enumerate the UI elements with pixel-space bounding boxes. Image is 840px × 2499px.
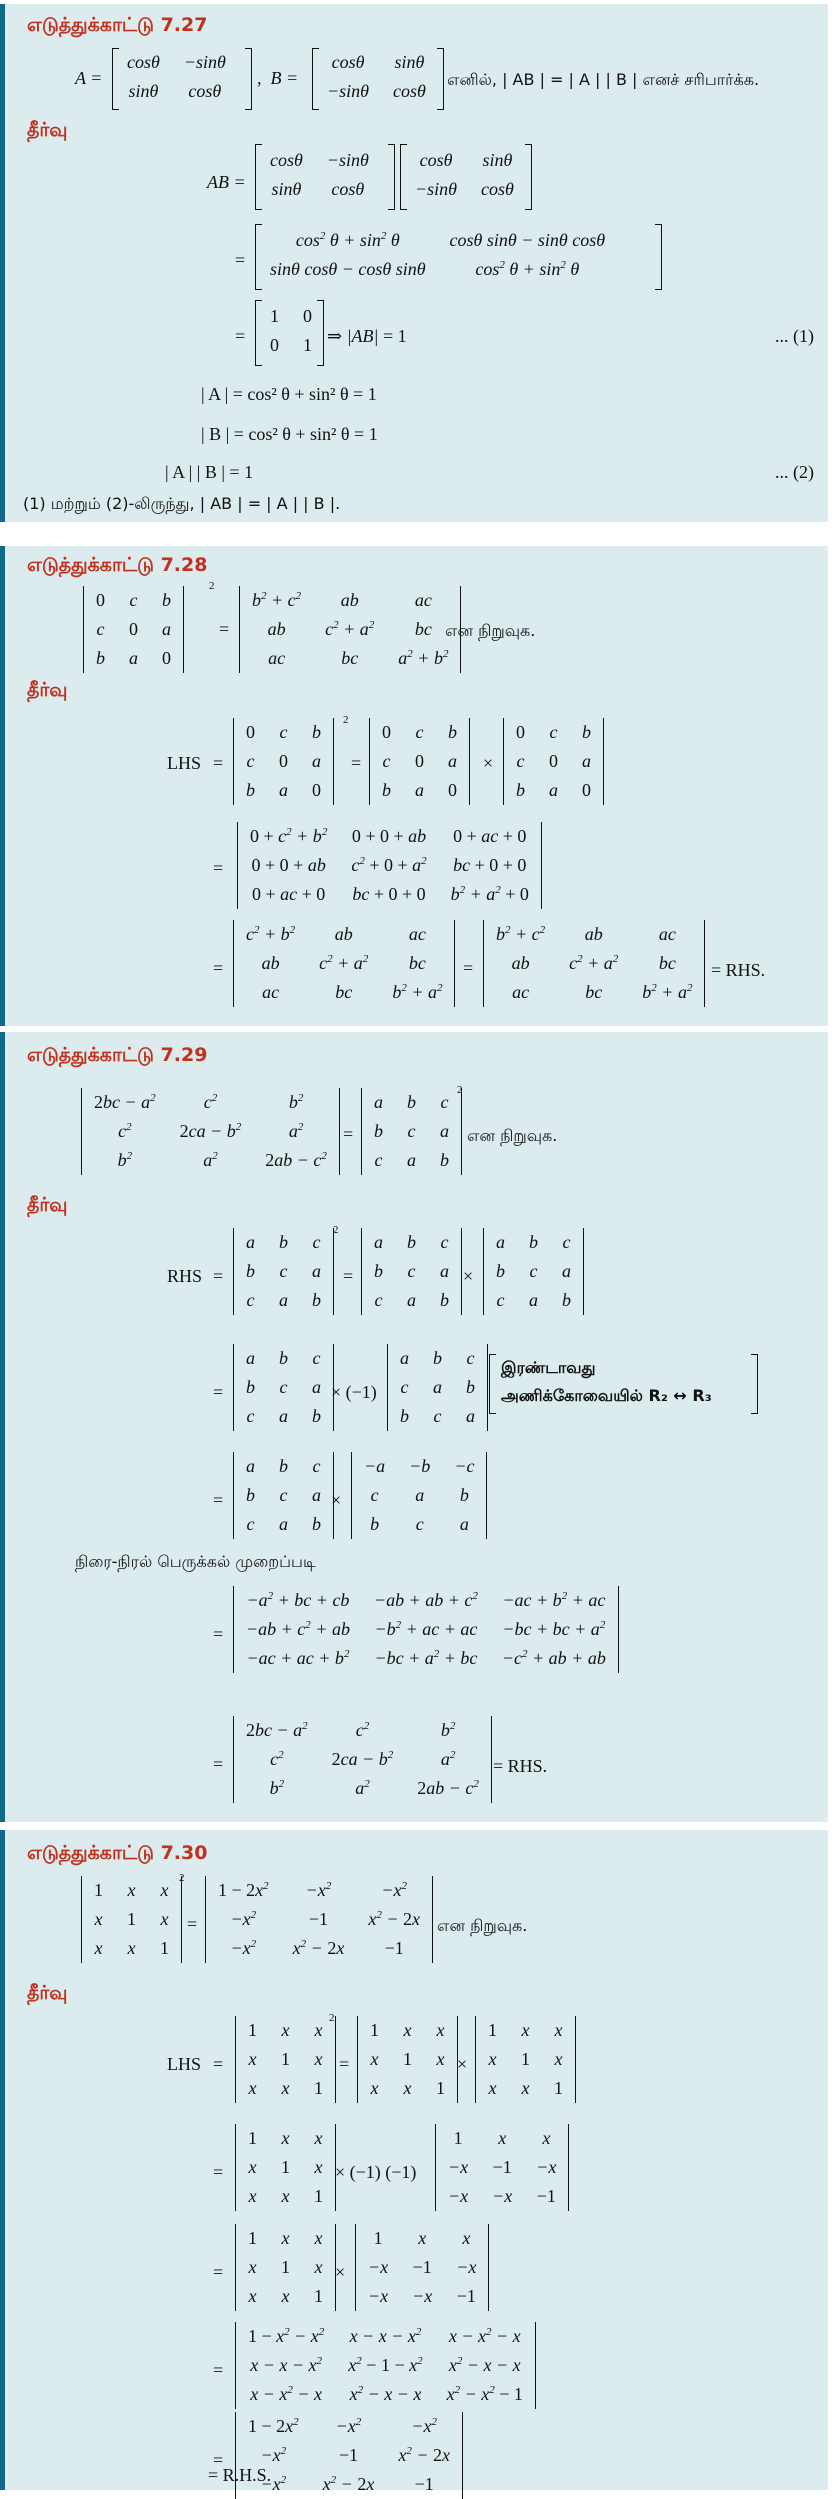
det-expanded: $-a^2$ + bc + cb −ab + ab + $c^2$ $-ac + b^2$ + ac $-ab + c^2$ + ab $-b^2$ + ac + ac −bc + bc + $a^2$ −ac + ac + $b^2$ $-bc + a^2$ + bc $-c^2$ + ab + ab (233, 1586, 619, 1673)
example-7-30-box: எடுத்துக்காட்டு 7.30 1 x x x 1 x x x 1 2 = $1 - 2x^2$ $-x^2$ $-x^2$ $-x^2$ −1 $x^2 - 2x$ $-x^2$ $x^2 - 2x$ −1 என நிறுவுக. தீர்வு LHS = 1 x x x 1 x x x 1 2 = 1 x x x 1 x x x 1 × 1 x x x 1 x x x 1 = 1 x x x 1 x x x 1 × (−1) (−1) 1 x x −x −1 −x −x −x −1 = 1 x x x 1 x x x 1 × 1 x x −x −1 −x −x −x −1 = $1 - x^2 - x^2$ $x - x - x^2$ $x - x^2 - x$ $x - x - x^2$ $x^2 - 1 - x^2$ $x^2 - x - x$ $x - x^2 - x$ $x^2 - x - x$ $x^2 - x^2 - 1$ = $1 - 2x^2$ $-x^2$ $-x^2$ $-x^2$ −1 $x^2 - 2x$ $-x^2$ $x^2 - 2x$ −1 (0, 1830, 828, 2490)
det-rhs: $b^2 + c^2$ ab ac ab $c^2 + a^2$ bc ac bc $b^2 + a^2$ (483, 920, 705, 1007)
det-b: | B | = cos² θ + sin² θ = 1 (201, 424, 378, 444)
example-7-27-box: எடுத்துக்காட்டு 7.27 A = cosθ −sinθ sinθ cosθ , B = cosθ sinθ −sinθ cosθ எனில், | AB | = | A | | B | எனச் சரிபார்க்க. தீர்வு AB = cosθ −sinθ sinθ cosθ cosθ sinθ −sinθ cosθ = $\cos^2 \theta + \sin^2 \theta$ cosθ sinθ − sinθ cosθ sinθ cosθ − cosθ sinθ $\cos^2 \theta + \sin^2 \theta$ = 1 0 0 1 ⇒ |AB| = 1 ... (1) | A | = cos² θ + sin² θ = 1 | B | = cos² θ + sin² θ = 1 | A | | B | = 1 ... (2) (1) மற்றும் (2)-லிருந்து, | AB | = | A | | B |. (0, 4, 828, 522)
equation-tag-1: ... (1) (775, 326, 814, 346)
det-factor-1: a b c b c a c a b (361, 1228, 462, 1315)
det-step-1b: 1 x x −x −1 −x −x −x −1 (435, 2124, 569, 2211)
det-statement-right: a b c b c a c a b (361, 1088, 462, 1175)
det-factor-2: 0 c b c 0 a b a 0 (503, 718, 604, 805)
statement-text: என நிறுவுக. (437, 1916, 528, 1935)
equation-tag-2: ... (2) (775, 462, 814, 482)
rhs-label: RHS (167, 1266, 203, 1286)
solution-label: தீர்வு (27, 679, 68, 701)
det-a-det-b: | A | | B | = 1 (165, 462, 254, 482)
note-line-2: அணிக்கோவையில் R₂ ↔ R₃ (501, 1386, 712, 1405)
example-7-29-box: எடுத்துக்காட்டு 7.29 $2bc - a^2$ $c^2$ $b^2$ $c^2$ $2ca - b^2$ $a^2$ $b^2$ $a^2$ $2ab - c^2$ = a b c b c a c a b 2 என நிறுவுக. தீர்வு RHS = a b c b c a c a b 2 = a b c b c a c a b × a b c b c a c a b = a b c b c a c a b × (−1) a b c c a b b c a இரண்டாவது அணிக்கோவையில் R₂ ↔ R₃ = a b c b c a c a b × −a −b −c c a b b c a நிரை-நிரல் பெருக்கல் முறைப்படி = $-a^2$ + bc + cb −ab + ab + $c^2$ $-ac + b^2$ + ac $-ab + c^2$ + ab $-b^2$ + ac + ac −bc + bc + $a^2$ −ac + ac + $b^2$ $-bc + a^2$ + bc $-c^2$ + ab + ab = $2bc - a^2$ $c^2$ $b^2$ $c^2$ $2ca - b^2$ $a^2$ $b^2$ $a^2$ $2ab - c^2$ = RHS. (0, 1032, 828, 1822)
det-step-2b: 1 x x −x −1 −x −x −x −1 (355, 2224, 489, 2311)
statement-text: எனில், | AB | = | A | | B | எனச் சரிபார்க்க. (447, 70, 760, 89)
rhs-end: = R.H.S. (208, 2465, 272, 2485)
det-step-2a: 1 x x x 1 x x x 1 (235, 2224, 336, 2311)
det-factor-2: a b c b c a c a b (483, 1228, 584, 1315)
det-factor-2: 1 x x x 1 x x x 1 (475, 2016, 576, 2103)
identity-matrix: 1 0 0 1 (270, 306, 312, 355)
det-step-1a: a b c b c a c a b (233, 1344, 334, 1431)
example-title: எடுத்துக்காட்டு 7.28 (27, 554, 208, 576)
rhs-label: = RHS. (711, 960, 766, 980)
matrix-ab-expanded: $\cos^2 \theta + \sin^2 \theta$ cosθ sinθ − sinθ cosθ sinθ cosθ − cosθ sinθ $\cos^2 \theta + \sin^2 \theta$ (270, 230, 606, 279)
matrix-a-product: cosθ −sinθ sinθ cosθ (270, 150, 369, 199)
det-rhs-square: a b c b c a c a b (233, 1228, 334, 1315)
det-statement-left: 0 c b c 0 a b a 0 (83, 586, 184, 673)
row-column-text: நிரை-நிரல் பெருக்கல் முறைப்படி (75, 1552, 316, 1571)
det-result: $2bc - a^2$ $c^2$ $b^2$ $c^2$ $2ca - b^2$ $a^2$ $b^2$ $a^2$ $2ab - c^2$ (233, 1716, 492, 1803)
example-title: எடுத்துக்காட்டு 7.29 (27, 1044, 208, 1066)
example-title: எடுத்துக்காட்டு 7.27 (27, 14, 208, 36)
solution-label: தீர்வு (27, 1982, 68, 2004)
solution-label: தீர்வு (27, 1194, 68, 1216)
det-statement-right: $1 - 2x^2$ $-x^2$ $-x^2$ $-x^2$ −1 $x^2 - 2x$ $-x^2$ $x^2 - 2x$ −1 (205, 1876, 433, 1963)
solution-label: தீர்வு (27, 119, 68, 141)
det-statement-left: $2bc - a^2$ $c^2$ $b^2$ $c^2$ $2ca - b^2$ $a^2$ $b^2$ $a^2$ $2ab - c^2$ (81, 1088, 340, 1175)
statement-text: என நிறுவுக. (445, 621, 536, 640)
det-product-expanded: $0 + c^2 + b^2$ 0 + 0 + ab 0 + ac + 0 0 + 0 + ab $c^2 + 0 + a^2$ bc + 0 + 0 0 + ac + 0 bc + 0 + 0 $b^2 + a^2 + 0$ (237, 822, 542, 909)
example-title: எடுத்துக்காட்டு 7.30 (27, 1842, 208, 1864)
det-statement-right: $b^2 + c^2$ ab ac ab $c^2 + a^2$ bc ac bc $a^2 + b^2$ (239, 586, 461, 673)
matrix-a: cosθ −sinθ sinθ cosθ (127, 52, 226, 101)
det-result: $1 - 2x^2$ $-x^2$ $-x^2$ $-x^2$ −1 $x^2 - 2x$ $-x^2$ $x^2 - 2x$ −1 (235, 2412, 463, 2499)
det-step-2a: a b c b c a c a b (233, 1452, 334, 1539)
lhs-label: LHS (167, 753, 202, 773)
det-a: | A | = cos² θ + sin² θ = 1 (201, 384, 377, 404)
example-7-28-box: எடுத்துக்காட்டு 7.28 0 c b c 0 a b a 0 2 = $b^2 + c^2$ ab ac ab $c^2 + a^2$ bc ac bc $a^2 + b^2$ என நிறுவுக. தீர்வு LHS = 0 c b c 0 a b a 0 2 = 0 c b c 0 a b a 0 × 0 c b c 0 a b a 0 = $0 + c^2 + b^2$ 0 + 0 + ab 0 + ac + 0 0 + 0 + ab $c^2 + 0 + a^2$ bc + 0 + 0 0 + ac + 0 bc + 0 + 0 $b^2 + a^2 + 0$ = $c^2 + b^2$ ab ac ab $c^2 + a^2$ bc ac bc $b^2 + a^2$ = $b^2 + c^2$ ab ac ab $c^2 + a^2$ bc ac bc $b^2 + a^2$ = RHS. (0, 546, 828, 1026)
det-statement-left: 1 x x x 1 x x x 1 (81, 1876, 182, 1963)
det-simplified: $c^2 + b^2$ ab ac ab $c^2 + a^2$ bc ac bc $b^2 + a^2$ (233, 920, 455, 1007)
det-step-1a: 1 x x x 1 x x x 1 (235, 2124, 336, 2211)
statement-text: என நிறுவுக. (467, 1126, 558, 1145)
lhs-label: LHS (167, 2054, 202, 2074)
matrix-b: cosθ sinθ −sinθ cosθ (327, 52, 426, 101)
note-line-1: இரண்டாவது (501, 1358, 596, 1377)
math-a-eq: A = (75, 68, 103, 88)
det-factor-1: 1 x x x 1 x x x 1 (357, 2016, 458, 2103)
det-step-2b: −a −b −c c a b b c a (351, 1452, 487, 1539)
det-lhs: 1 x x x 1 x x x 1 (235, 2016, 336, 2103)
det-factor-1: 0 c b c 0 a b a 0 (369, 718, 470, 805)
conclusion-text: (1) மற்றும் (2)-லிருந்து, | AB | = | A | | B |. (23, 494, 341, 513)
det-expanded: $1 - x^2 - x^2$ $x - x - x^2$ $x - x^2 - x$ $x - x - x^2$ $x^2 - 1 - x^2$ $x^2 - x - x$ $x - x^2 - x$ $x^2 - x - x$ $x^2 - x^2 - 1$ (235, 2322, 536, 2409)
rhs-end: = RHS. (493, 1756, 548, 1776)
note-bracket (489, 1354, 496, 1414)
det-lhs: 0 c b c 0 a b a 0 (233, 718, 334, 805)
matrix-b-product: cosθ sinθ −sinθ cosθ (415, 150, 514, 199)
det-step-1b: a b c c a b b c a (387, 1344, 488, 1431)
